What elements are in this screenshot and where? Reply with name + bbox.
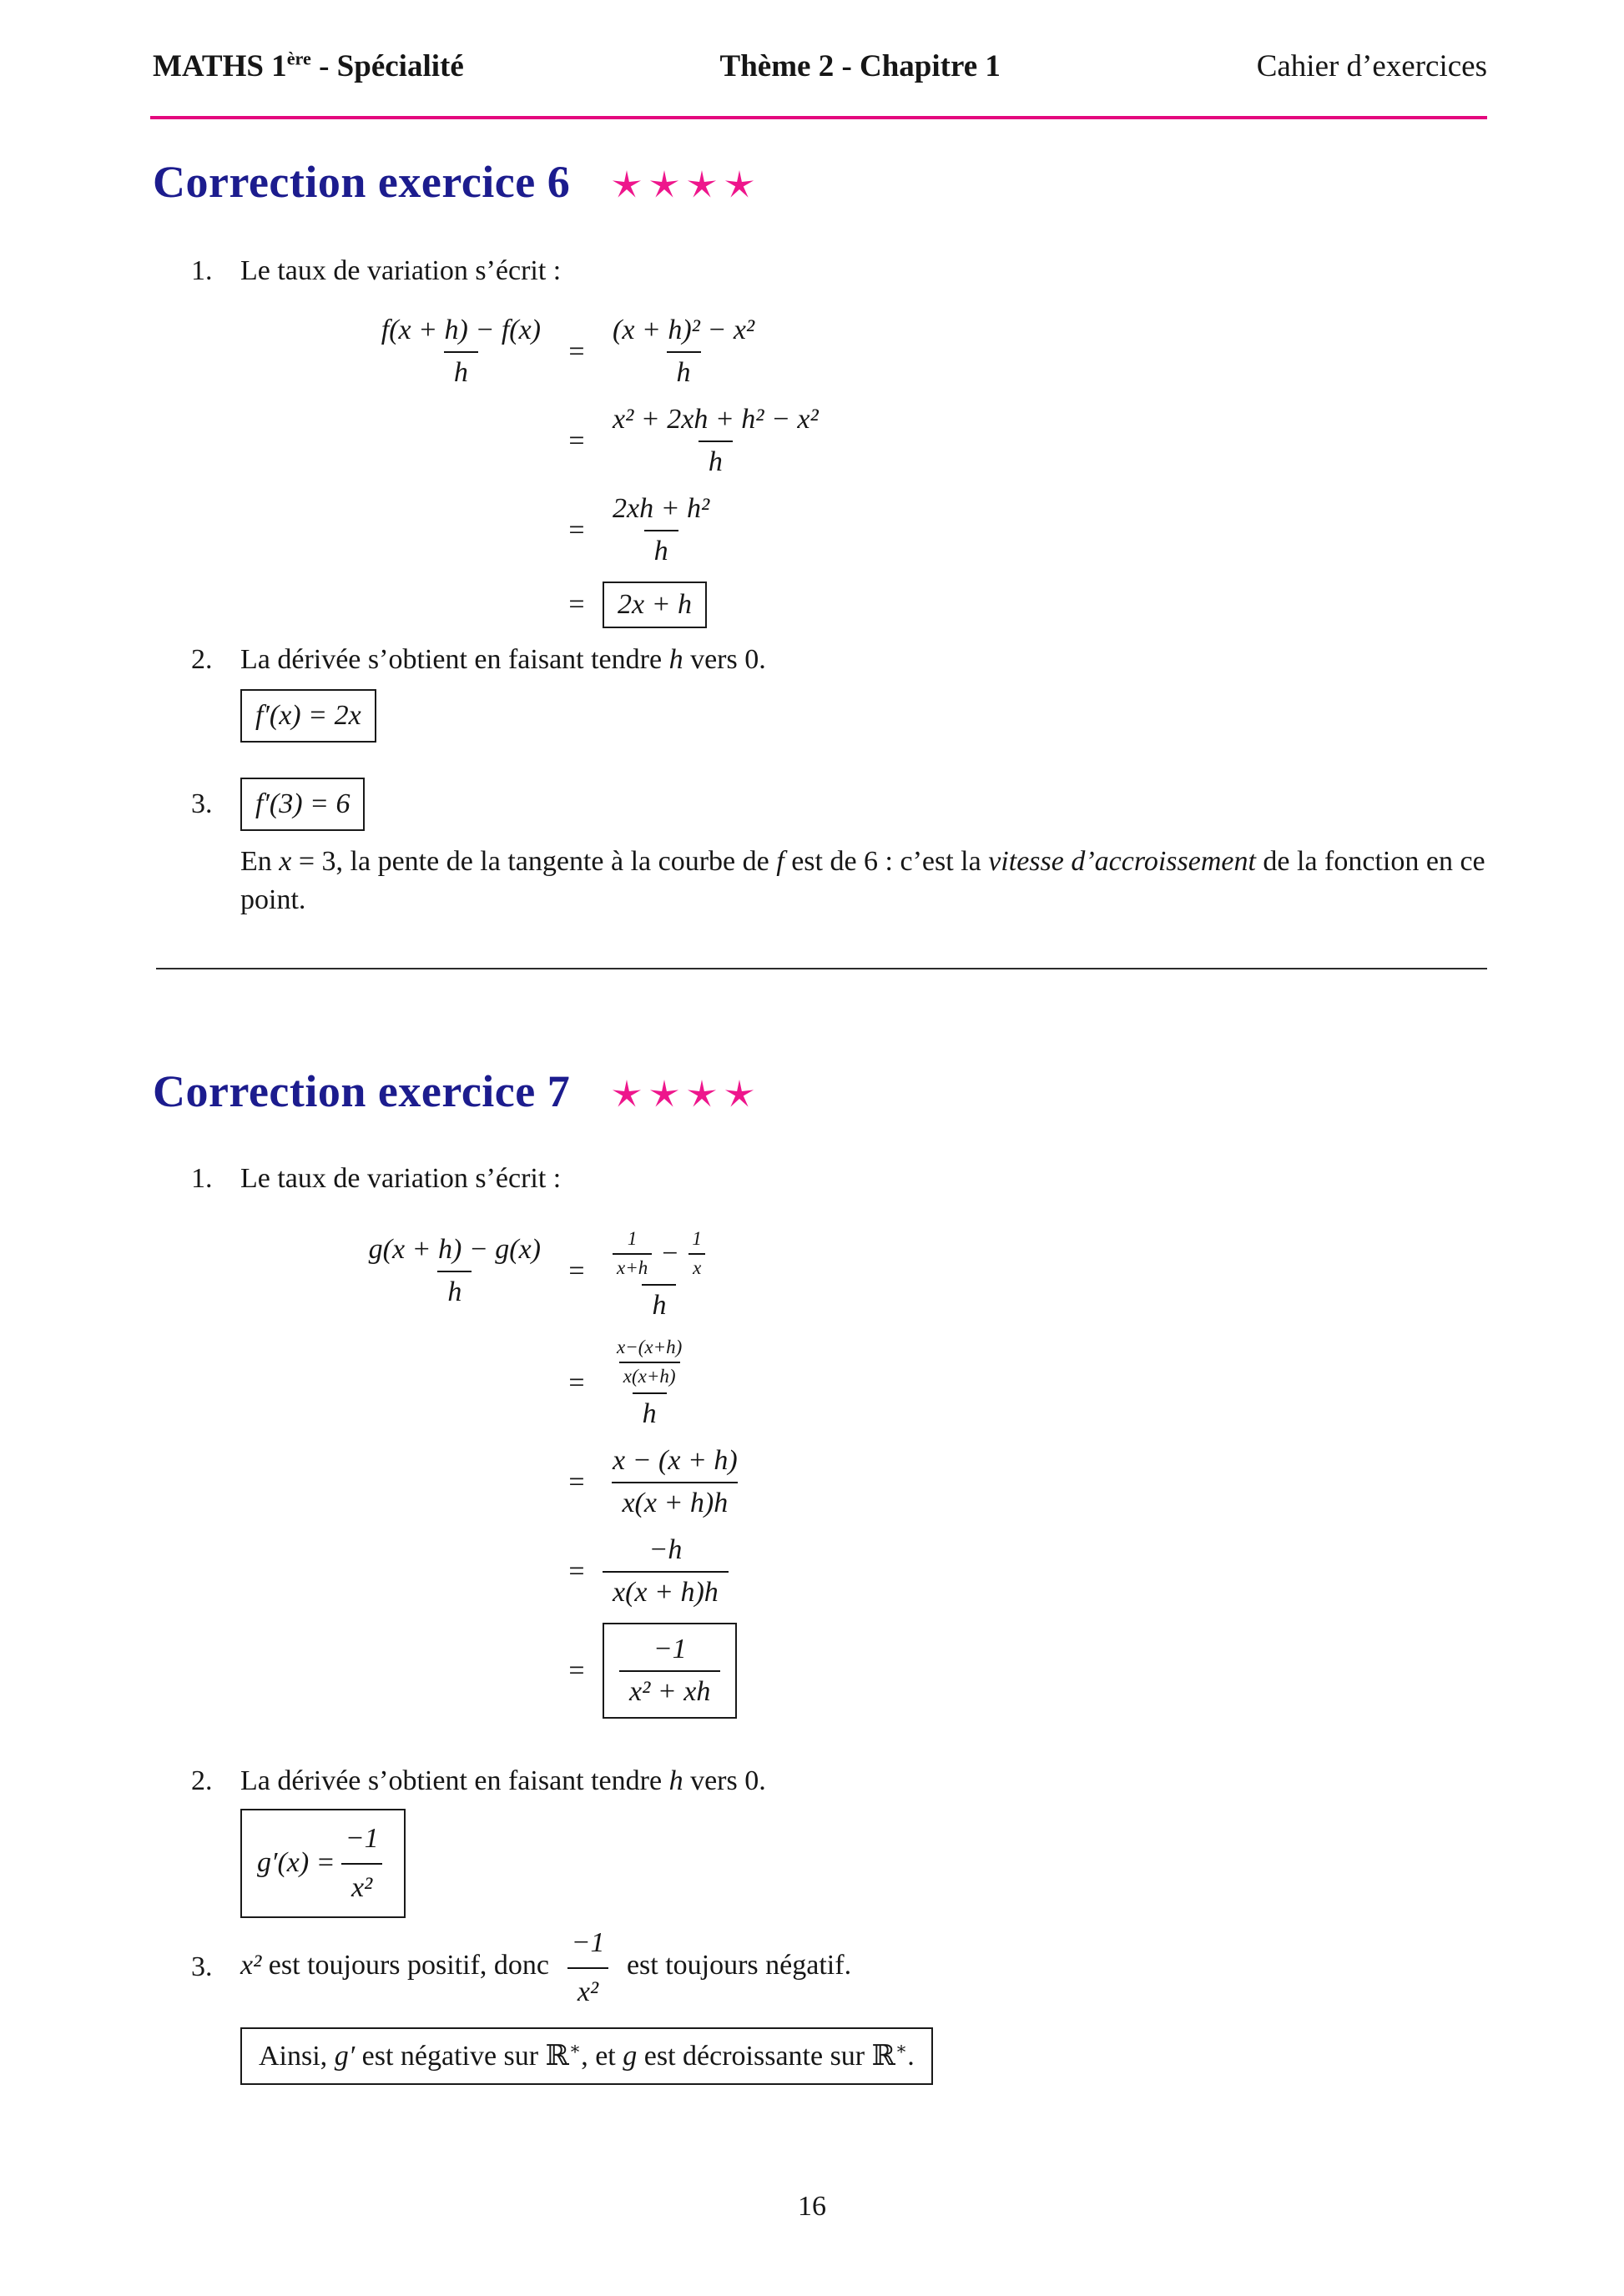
equation-row: [284, 1220, 1488, 1322]
text-fragment: La dérivée s’obtient en faisant tendre: [240, 644, 669, 675]
item-number: 2.: [191, 1765, 213, 1796]
numerator: −1: [653, 1634, 687, 1665]
item-text: Le taux de variation s’écrit :: [240, 255, 562, 287]
numerator: f(x + h) − f(x): [381, 315, 541, 346]
numerator: −1: [345, 1822, 379, 1854]
real-numbers-symbol: ℝ∗: [545, 2037, 582, 2072]
ex7-derivation: [284, 1220, 1488, 1719]
difficulty-stars: [610, 168, 756, 201]
header-accent-rule: [150, 116, 1487, 119]
item-number: 3.: [191, 1951, 213, 1983]
equation-row: [284, 1444, 1488, 1520]
section-exercise-7: [153, 1066, 1488, 1732]
fraction: [603, 1533, 729, 1609]
denominator: x²: [341, 1863, 382, 1908]
text-fragment: vers 0.: [683, 1765, 766, 1796]
boxed-conclusion: [240, 2027, 933, 2085]
numerator: g(x + h) − g(x): [368, 1234, 541, 1266]
exercise-6-title: Correction exercice 6: [153, 157, 571, 207]
star-icon: [685, 1077, 719, 1110]
numerator: −h: [648, 1534, 683, 1566]
text-fragment: , et: [581, 2040, 623, 2072]
equals-sign: =: [568, 1654, 585, 1686]
formula-lhs: g′(x) =: [257, 1847, 335, 1879]
math-variable: x: [279, 845, 292, 877]
small-fraction: [688, 1228, 706, 1279]
fraction: [603, 403, 829, 479]
ex6-question-3: [153, 778, 1488, 919]
exercise-7-title: Correction exercice 7: [153, 1066, 571, 1116]
denominator: h: [644, 530, 678, 568]
text-fragment: est toujours positif, donc: [261, 1950, 557, 1981]
boxed-result: [603, 1623, 737, 1719]
star-icon: [723, 168, 756, 201]
section-exercise-6: [153, 157, 1488, 642]
page-header: [153, 50, 1487, 84]
text-fragment: Ainsi,: [259, 2040, 335, 2072]
emphasized-text: vitesse d’accroissement: [988, 845, 1256, 877]
page-number: 16: [798, 2191, 826, 2222]
fraction: [371, 314, 551, 390]
inline-fraction: [562, 1923, 615, 2012]
math-variable: x²: [240, 1950, 262, 1981]
numerator: 2xh + h²: [613, 493, 710, 525]
math-variable: h: [668, 644, 683, 675]
exercise-6-title-row: [153, 157, 1488, 207]
math-variable: h: [668, 1765, 683, 1796]
text-fragment: La dérivée s’obtient en faisant tendre: [240, 1765, 669, 1796]
fraction: [603, 1444, 748, 1520]
small-fraction: [613, 1337, 686, 1387]
paragraph: [240, 843, 1488, 919]
equals-sign: =: [568, 1466, 585, 1498]
difficulty-stars: [610, 1077, 756, 1110]
denominator: x²: [567, 1967, 608, 2012]
numerator: [613, 1228, 706, 1279]
equals-sign: =: [568, 1555, 585, 1587]
exercise-7-title-row: [153, 1066, 1488, 1116]
item-number: 1.: [191, 1163, 213, 1195]
star-icon: [610, 168, 643, 201]
star-icon: [648, 1077, 681, 1110]
item-number: 2.: [191, 644, 213, 675]
fraction: [619, 1633, 720, 1709]
ex6-explanation: [153, 843, 1488, 919]
denominator: h: [437, 1271, 472, 1309]
star-icon: [723, 1077, 756, 1110]
equation-row: [284, 1336, 1488, 1431]
header-left-suffix: - Spécialité: [310, 49, 464, 83]
numerator: −1: [571, 1927, 605, 1958]
boxed-result: [240, 1809, 406, 1918]
ex7-question-1: [153, 1160, 1488, 1198]
star-icon: [648, 168, 681, 201]
fraction: [603, 314, 764, 390]
text-fragment: En: [240, 845, 280, 877]
item-number: 1.: [191, 255, 213, 287]
ex7-question-3: [153, 1923, 1488, 2085]
ex7-conclusion: [153, 2027, 1488, 2085]
complex-fraction: [603, 1220, 716, 1322]
real-numbers-symbol: ℝ∗: [871, 2037, 908, 2072]
item-row: [153, 778, 1488, 831]
numerator: x² + 2xh + h² − x²: [613, 404, 819, 436]
numerator: 1: [692, 1228, 702, 1250]
text-fragment: vers 0.: [683, 644, 766, 675]
boxed-result: 2x + h: [603, 582, 707, 628]
item-text: [240, 1762, 1488, 1918]
conclusion-body: [240, 2027, 1488, 2085]
text-fragment: est négative sur: [355, 2040, 546, 2072]
complex-fraction: [603, 1336, 696, 1431]
math-variable: g: [623, 2040, 638, 2072]
boxed-result: f′(3) = 6: [240, 778, 365, 831]
numerator: x−(x+h): [617, 1337, 683, 1358]
item-text: [240, 1923, 1488, 2012]
math-variable: f: [776, 845, 784, 877]
header-left: [153, 50, 464, 84]
equals-sign: =: [568, 589, 585, 621]
item-row: [153, 1923, 1488, 2012]
ex6-question-1: [153, 252, 1488, 290]
numerator: (x + h)² − x²: [613, 315, 755, 346]
header-left-superscript: ère: [286, 48, 311, 69]
item-text: [240, 641, 1488, 743]
ex7-question-2: [153, 1762, 1488, 1918]
fraction: [359, 1233, 551, 1309]
item-text: [240, 778, 1488, 831]
ex6-derivation: [284, 314, 1488, 628]
denominator: x(x+h): [619, 1362, 680, 1387]
ex6-question-2: [153, 641, 1488, 743]
text-fragment: est de 6 : c’est la: [784, 845, 989, 877]
item-number: 3.: [191, 788, 213, 819]
text-fragment: = 3, la pente de la tangente à la courbe de: [291, 845, 777, 877]
equation-row: [284, 314, 1488, 390]
section-divider: [156, 968, 1487, 969]
numerator: 1: [627, 1228, 638, 1250]
header-left-text: MATHS 1: [153, 49, 287, 83]
text-fragment: est décroissante sur: [637, 2040, 872, 2072]
boxed-result: f′(x) = 2x: [240, 689, 376, 743]
star-icon: [685, 168, 719, 201]
denominator: h: [642, 1284, 676, 1322]
denominator: h: [699, 441, 733, 479]
denominator: x² + xh: [619, 1670, 720, 1709]
minus-sign: −: [662, 1237, 678, 1269]
item-row: [153, 1762, 1488, 1918]
item-text: Le taux de variation s’écrit :: [240, 1163, 562, 1195]
equation-row: [284, 1533, 1488, 1609]
fraction: [603, 492, 719, 568]
denominator: h: [444, 351, 478, 390]
denominator: x: [688, 1253, 705, 1279]
small-fraction: [613, 1228, 652, 1279]
equals-sign: =: [568, 514, 585, 546]
text-fragment: de la fonction en ce point.: [240, 845, 1485, 915]
equals-sign: =: [568, 1255, 585, 1286]
denominator: x+h: [613, 1253, 652, 1279]
fraction: [335, 1819, 389, 1908]
numerator: x − (x + h): [613, 1445, 738, 1477]
item-row: [153, 641, 1488, 743]
star-icon: [610, 1077, 643, 1110]
denominator: h: [633, 1392, 667, 1431]
header-right: Cahier d’exercices: [1256, 49, 1487, 83]
equals-sign: =: [568, 335, 585, 367]
equals-sign: =: [568, 1367, 585, 1399]
equation-row: [284, 1623, 1488, 1719]
text-fragment: .: [907, 2040, 915, 2072]
denominator: h: [667, 351, 701, 390]
text-fragment: est toujours négatif.: [619, 1950, 852, 1981]
header-center: Thème 2 - Chapitre 1: [719, 49, 1001, 83]
equals-sign: =: [568, 425, 585, 456]
equation-row: [284, 403, 1488, 479]
equation-row: [284, 492, 1488, 568]
denominator: x(x + h)h: [603, 1571, 729, 1609]
equation-row: [284, 582, 1488, 628]
denominator: x(x + h)h: [612, 1482, 738, 1520]
math-variable: g′: [334, 2040, 356, 2072]
